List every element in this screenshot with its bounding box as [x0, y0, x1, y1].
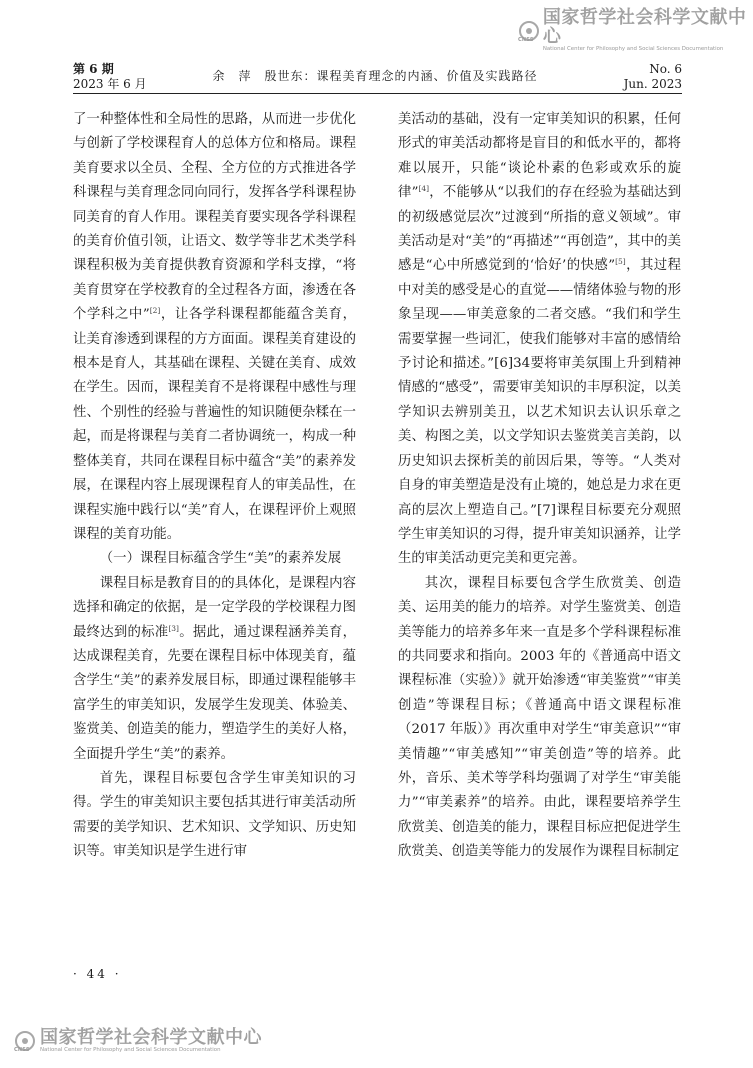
citation-ref: [2]	[149, 306, 161, 316]
issue-number-cn: 第 6 期	[73, 62, 114, 76]
watermark-logo-top	[518, 8, 753, 53]
paragraph-text: 美活动的基础，没有一定审美知识的积累，任何形式的审美活动都将是盲目的和低水平的，都将难以展开，只能“谈论朴素的色彩或欢乐的旋律”	[398, 112, 681, 201]
citation-ref: [3]	[168, 623, 179, 633]
section-heading	[73, 547, 356, 571]
logo-title-en: National Center for Philosophy and Social Sciences Documentation	[542, 46, 724, 52]
watermark-logo-bottom	[14, 1028, 262, 1054]
citation-ref: [4]	[418, 184, 430, 194]
issue-number-en: No. 6	[649, 62, 682, 76]
paragraph-text: ，其过程中对美的感受是心的直觉——情绪体验与物的形象呈现——审美意象的二者交感。“我们和学生需要掌握一些词汇，使我们能够对丰富的感情给予讨论和描述。”[6]34要将审美氛围上升到精神情感的“感受”，需要审美知识的丰厚积淀，以美学知识去辨别美丑，以艺术知识去认识乐章之美、构图之美，以文学知识去鉴赏美言美韵，以历史知识去探析美的前因后果，等等。“人类对自身的审美塑造是没有止境的，她总是力求在更高的层次上塑造自己。”[7]课程目标要充分观照学生审美知识的习得，提升审美知识涵养，让学生的审美活动更完美和更完善。	[398, 258, 681, 567]
paragraph	[73, 767, 356, 865]
paragraph-text: （一）课程目标蕴含学生“美”的素养发展	[99, 551, 342, 567]
header-issue-en	[624, 62, 682, 92]
logo-title-cn: 国家哲学社会科学文献中心	[542, 7, 747, 47]
paragraph-text: 首先，课程目标要包含学生审美知识的习得。学生的审美知识主要包括其进行审美活动所需要的美学知识、艺术知识、文学知识、历史知识等。审美知识是学生进行审	[73, 770, 356, 860]
issue-date-cn: 2023 年 6 月	[73, 77, 147, 91]
page-number: · 44 ·	[73, 967, 122, 981]
right-column	[398, 108, 681, 865]
logo-title-cn: 国家哲学社会科学文献中心	[40, 1027, 262, 1048]
paragraph-text: 其次，课程目标要包含学生欣赏美、创造美、运用美的能力的培养。对学生鉴赏美、创造美等能力的培养多年来一直是多个学科课程标准的共同要求和指向。2003 年的《普通高中语文课程标准（实验）》就开始渗透“审美鉴赏”“审美创造”等课程目标；《普通高中语文课程标准（2017 年版）》再次重申对学生“审美意识”“审美情趣”“审美感知”“审美创造”等的培养。此外，音乐、美术等学科均强调了对学生“审美能力”“审美素养”的培养。由此，课程要培养学生欣赏美、创造美的能力，课程目标应把促进学生欣赏美、创造美等能力的发展作为课程目标制定	[398, 575, 681, 860]
paragraph-text: 。据此，通过课程涵养美育，达成课程美育，先要在课程目标中体现美育，蕴含学生“美”的素养发展目标，即通过课程能够丰富学生的审美知识，发展学生发现美、体验美、鉴赏美、创造美的能力，塑造学生的美好人格，全面提升学生“美”的素养。	[73, 624, 357, 762]
paragraph-text: 了一种整体性和全局性的思路，从而进一步优化与创新了学校课程育人的总体方位和格局。课程美育要求以全员、全程、全方位的方式推进各学科课程与美育理念同向同行，发挥各学科课程协同美育的育人作用。课程美育要实现各学科课程的美育价值引领，让语文、数学等非艺术类学科课程积极为美育提供教育资源和学科支撑，“将美育贯穿在学校教育的全过程各方面，渗透在各个学科之中”	[73, 112, 356, 323]
paragraph-text: ，不能够从“以我们的存在经验为基础达到的初级感觉层次”过渡到“所指的意义领域”。审美活动是对“美”的“再描述”“再创造”，其中的美感是“心中所感觉到的‘恰好’的快感”	[398, 185, 681, 274]
header-issue-cn	[73, 62, 147, 92]
running-title: 余 萍 殷世东：课程美育理念的内涵、价值及实践路径	[212, 69, 538, 83]
header-rule	[73, 93, 682, 94]
paragraph	[73, 108, 356, 547]
citation-ref: [5]	[615, 257, 626, 267]
paragraph-text: ，让各学科课程都能蕴含美育，让美育渗透到课程的方方面面。课程美育建设的根本是育人，其基础在课程、关键在美育、成效在学生。因而，课程美育不是将课程中感性与理性、个别性的经验与普遍性的知识随便杂糅在一起，而是将课程与美育二者协调统一，构成一种整体美育，共同在课程目标中蕴含“美”的素养发展，在课程内容上展现课程育人的审美品性，在课程实施中践行以“美”育人，在课程评价上观照课程的美育功能。	[73, 307, 356, 542]
paragraph	[398, 108, 681, 572]
cnss-emblem-icon: CNSS	[518, 20, 539, 42]
issue-date-en: Jun. 2023	[623, 77, 682, 91]
paragraph-text: 课程目标是教育目的的具体化，是课程内容选择和确定的依据，是一定学段的学校课程力图最终达到的标准	[73, 575, 356, 640]
paragraph	[73, 572, 356, 767]
left-column	[73, 108, 356, 865]
cnss-emblem-icon: CNSS	[14, 1030, 36, 1052]
logo-title-en: National Center for Philosophy and Social Sciences Documentation	[40, 1047, 221, 1053]
paragraph	[398, 572, 681, 865]
